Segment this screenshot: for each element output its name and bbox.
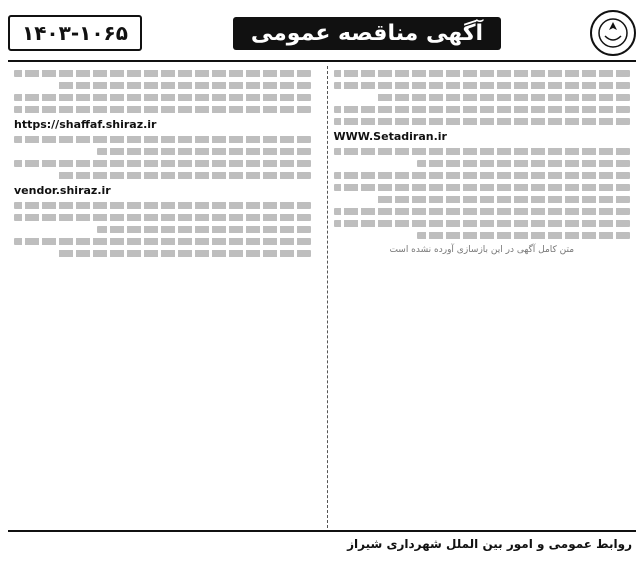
text-line: [334, 220, 631, 227]
text-line: [14, 238, 311, 245]
text-line: [334, 148, 631, 155]
text-line: [334, 208, 631, 215]
seal-icon: [590, 10, 636, 56]
text-line: [56, 82, 311, 89]
text-line: [97, 226, 310, 233]
column-right: [327, 66, 637, 528]
text-line: [56, 250, 311, 257]
text-line: [14, 136, 311, 143]
shaffaf-link[interactable]: https://shaffaf.shiraz.ir: [14, 118, 157, 131]
column-left: [8, 66, 317, 528]
text-line: [417, 232, 630, 239]
title-area: [152, 17, 582, 50]
tender-number: ۱۴۰۳-۱۰۶۵: [8, 15, 142, 51]
text-line: [334, 172, 631, 179]
text-line: [14, 70, 311, 77]
text-line: [14, 106, 311, 113]
text-line: [334, 70, 631, 77]
text-line: [375, 196, 630, 203]
text-line: [334, 82, 631, 89]
text-line: [334, 106, 631, 113]
notice-body: [8, 66, 636, 528]
page-title: آگهی مناقصه عمومی: [233, 17, 501, 50]
setadiran-link[interactable]: WWW.Setadiran.ir: [333, 130, 447, 143]
text-line: [14, 202, 311, 209]
text-line: [417, 160, 630, 167]
text-line: [375, 94, 630, 101]
text-line: [97, 148, 310, 155]
footer-signature: روابط عمومی و امور بین الملل شهرداری شیراز: [347, 537, 632, 551]
text-line: [334, 184, 631, 191]
placeholder-note: متن کامل آگهی در این بازسازی آورده نشده است: [389, 245, 575, 255]
text-line: [14, 214, 311, 221]
vendor-link[interactable]: vendor.shiraz.ir: [14, 184, 111, 197]
text-line: [334, 118, 631, 125]
text-line: [14, 160, 311, 167]
notice-footer: [8, 530, 636, 556]
text-line: [56, 172, 311, 179]
text-line: [14, 94, 311, 101]
notice-header: [8, 6, 636, 62]
